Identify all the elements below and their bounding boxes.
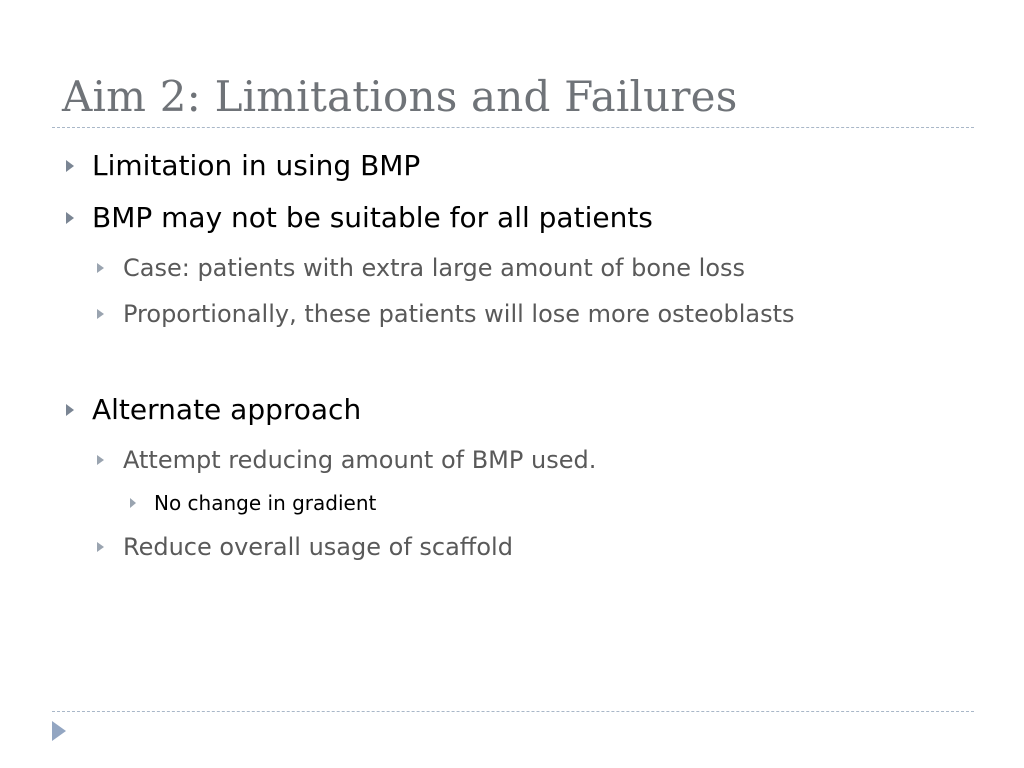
bullet-text: Limitation in using BMP	[92, 149, 421, 182]
bullet-item	[92, 200, 653, 236]
triangle-bullet-icon	[97, 309, 104, 319]
sub-bullet-item	[123, 444, 596, 476]
bullet-text: Reduce overall usage of scaffold	[123, 533, 513, 561]
bullet-text: Attempt reducing amount of BMP used.	[123, 446, 597, 474]
title-divider	[52, 127, 974, 128]
sub-sub-bullet-item	[154, 490, 376, 516]
slide-title: Aim 2: Limitations and Failures	[62, 72, 738, 121]
bullet-text: Case: patients with extra large amount of bone loss	[123, 254, 746, 282]
sub-bullet-item	[123, 252, 745, 284]
triangle-bullet-icon	[66, 212, 74, 224]
triangle-bullet-icon	[66, 404, 74, 416]
bullet-text: Alternate approach	[92, 393, 362, 426]
sub-bullet-item	[123, 531, 513, 563]
bullet-text: Proportionally, these patients will lose more osteoblasts	[123, 300, 795, 328]
triangle-bullet-icon	[130, 498, 136, 508]
triangle-bullet-icon	[97, 542, 104, 552]
footer-divider	[52, 711, 974, 712]
triangle-bullet-icon	[66, 160, 74, 172]
bullet-item	[92, 148, 420, 184]
bullet-text: BMP may not be suitable for all patients	[92, 201, 653, 234]
bullet-item	[92, 392, 361, 428]
next-slide-arrow-icon[interactable]	[52, 721, 66, 741]
triangle-bullet-icon	[97, 263, 104, 273]
sub-bullet-item	[123, 298, 795, 330]
triangle-bullet-icon	[97, 455, 104, 465]
bullet-text: No change in gradient	[154, 491, 377, 515]
